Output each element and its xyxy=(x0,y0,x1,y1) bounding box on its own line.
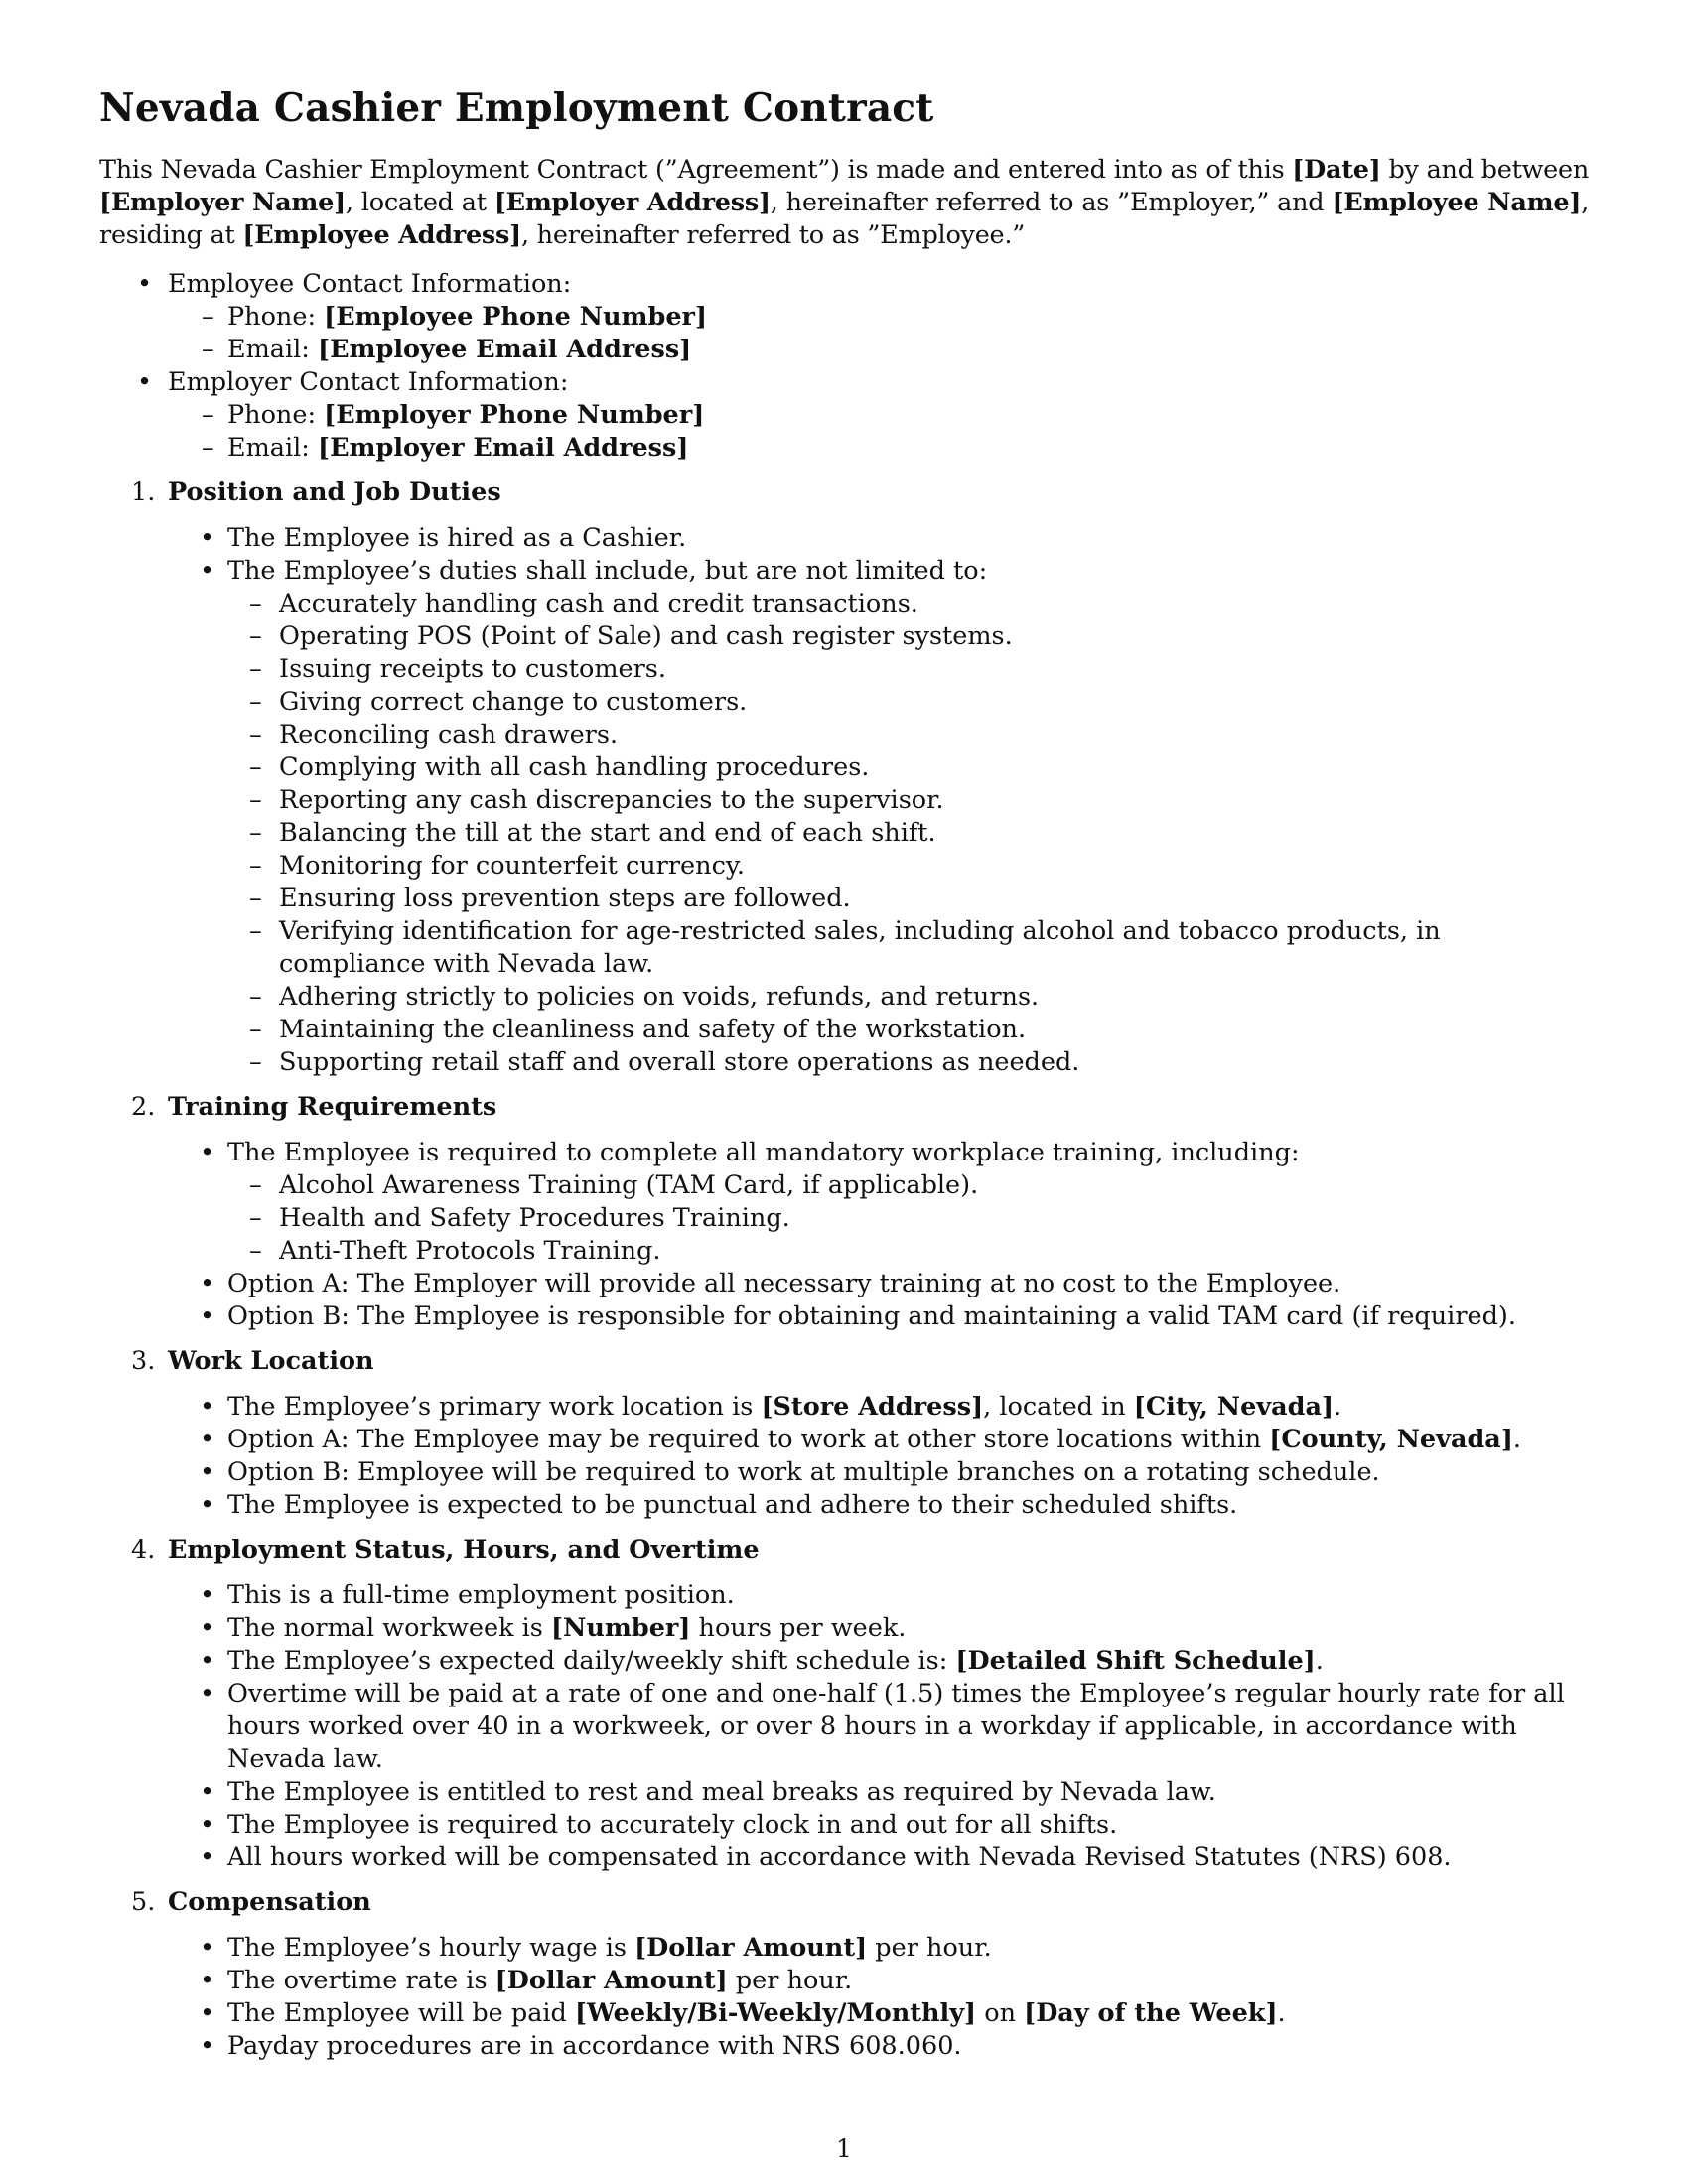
section-number: 2. xyxy=(131,1091,156,1122)
text-run: Alcohol Awareness Training (TAM Card, if applicable). xyxy=(279,1169,979,1200)
section-subitem xyxy=(227,817,1589,850)
placeholder-field: [Detailed Shift Schedule] xyxy=(955,1645,1316,1676)
placeholder-field: [Store Address] xyxy=(761,1391,984,1422)
placeholder-field: [Employee Email Address] xyxy=(318,334,692,364)
section-item xyxy=(168,1137,1589,1268)
text-run: The Employee is required to accurately clock in and out for all shifts. xyxy=(227,1809,1118,1840)
text-run: . xyxy=(1277,1997,1286,2028)
text-run: Reconciling cash drawers. xyxy=(279,719,619,750)
text-run: Overtime will be paid at a rate of one and one-half (1.5) times the Employee’s regular hourly rate for all hours worked over 40 in a workweek, or over 8 hours in a workday if applicable, in accordance with Nevada law. xyxy=(227,1678,1565,1774)
text-run: Monitoring for counterfeit currency. xyxy=(279,850,745,881)
section-heading xyxy=(131,1886,1589,1919)
text-run: Anti-Theft Protocols Training. xyxy=(279,1235,661,1266)
text-run: Maintaining the cleanliness and safety of the workstation. xyxy=(279,1014,1027,1044)
contact-detail xyxy=(168,432,1589,465)
section-subitem xyxy=(227,653,1589,686)
text-run: Reporting any cash discrepancies to the supervisor. xyxy=(279,784,944,815)
section-item xyxy=(168,1997,1589,2030)
section-subitem xyxy=(227,883,1589,915)
section-subitem xyxy=(227,686,1589,719)
section-item xyxy=(168,1842,1589,1874)
contact-label: Employee Contact Information: xyxy=(168,268,572,299)
section-subitem xyxy=(227,719,1589,751)
text-run: The Employee will be paid xyxy=(227,1997,575,2028)
section-title: Compensation xyxy=(168,1886,371,1917)
section-title: Training Requirements xyxy=(168,1091,497,1122)
text-run: The Employee’s hourly wage is xyxy=(227,1932,635,1963)
section-subitem xyxy=(227,1169,1589,1202)
section-3 xyxy=(99,1345,1589,1522)
placeholder-field: [Day of the Week] xyxy=(1024,1997,1278,2028)
section-item xyxy=(168,1489,1589,1522)
text-run: . xyxy=(1315,1645,1324,1676)
text-run: Option B: The Employee is responsible for obtaining and maintaining a valid TAM card (if required). xyxy=(227,1300,1516,1331)
text-run: Supporting retail staff and overall store operations as needed. xyxy=(279,1046,1080,1077)
text-run: The Employee is expected to be punctual and adhere to their scheduled shifts. xyxy=(227,1489,1238,1520)
section-title: Work Location xyxy=(168,1345,374,1376)
section-item xyxy=(168,1612,1589,1645)
placeholder-field: [Employer Name] xyxy=(99,187,346,217)
contract-sections xyxy=(99,477,1589,2063)
text-run: The Employee is hired as a Cashier. xyxy=(227,522,687,553)
section-item xyxy=(168,1776,1589,1809)
section-subitem xyxy=(227,1014,1589,1046)
section-title: Employment Status, Hours, and Overtime xyxy=(168,1534,760,1565)
document-title: Nevada Cashier Employment Contract xyxy=(99,85,934,131)
placeholder-field: [Dollar Amount] xyxy=(634,1932,868,1963)
text-run: Phone: xyxy=(227,399,325,430)
text-run: Option A: The Employer will provide all necessary training at no cost to the Employee. xyxy=(227,1268,1341,1298)
section-item xyxy=(168,1678,1589,1776)
text-run: Operating POS (Point of Sale) and cash register systems. xyxy=(279,620,1013,651)
text-run: Giving correct change to customers. xyxy=(279,686,748,717)
text-run: Health and Safety Procedures Training. xyxy=(279,1202,790,1233)
text-run: by and between xyxy=(1380,154,1589,185)
text-run: , located at xyxy=(345,187,494,217)
placeholder-field: [Employer Email Address] xyxy=(318,432,689,463)
placeholder-field: [Employee Address] xyxy=(242,219,521,250)
section-number: 3. xyxy=(131,1345,156,1376)
section-item xyxy=(168,1965,1589,1997)
section-subitem xyxy=(227,588,1589,620)
text-run: The Employee’s expected daily/weekly shift schedule is: xyxy=(227,1645,956,1676)
section-subitem xyxy=(227,620,1589,653)
section-number: 4. xyxy=(131,1534,156,1565)
text-run: The Employee’s primary work location is xyxy=(227,1391,762,1422)
text-run: Option B: Employee will be required to work at multiple branches on a rotating schedule. xyxy=(227,1456,1380,1487)
section-subitem xyxy=(227,751,1589,784)
text-run: The Employee is required to complete all mandatory workplace training, including: xyxy=(227,1137,1300,1167)
placeholder-field: [City, Nevada] xyxy=(1133,1391,1335,1422)
contact-detail xyxy=(168,301,1589,334)
section-item xyxy=(168,1268,1589,1300)
text-run: Accurately handling cash and credit transactions. xyxy=(279,588,918,618)
contact-information-list xyxy=(99,268,1589,465)
text-run: , hereinafter referred to as ”Employee.” xyxy=(520,219,1026,250)
section-item xyxy=(168,1809,1589,1842)
section-heading xyxy=(131,477,1589,509)
text-run: Payday procedures are in accordance with NRS 608.060. xyxy=(227,2030,962,2061)
contact-label: Employer Contact Information: xyxy=(168,366,569,397)
section-heading xyxy=(131,1345,1589,1378)
section-heading xyxy=(131,1091,1589,1124)
section-subitem xyxy=(227,784,1589,817)
section-item xyxy=(168,555,1589,1079)
placeholder-field: [Employer Phone Number] xyxy=(324,399,705,430)
contact-detail xyxy=(168,334,1589,366)
section-subitem xyxy=(227,981,1589,1014)
text-run: Email: xyxy=(227,432,319,463)
section-title: Position and Job Duties xyxy=(168,477,501,507)
section-item xyxy=(168,1456,1589,1489)
placeholder-field: [County, Nevada] xyxy=(1269,1424,1513,1454)
placeholder-field: [Employee Phone Number] xyxy=(324,301,708,332)
section-4 xyxy=(99,1534,1589,1874)
placeholder-field: [Weekly/Bi-Weekly/Monthly] xyxy=(574,1997,977,2028)
section-item xyxy=(168,522,1589,555)
placeholder-field: [Dollar Amount] xyxy=(494,1965,728,1995)
contact-block xyxy=(99,268,1589,366)
contact-detail xyxy=(168,399,1589,432)
text-run: . xyxy=(1334,1391,1342,1422)
document-page xyxy=(99,85,1589,2063)
section-item xyxy=(168,1391,1589,1424)
text-run: Complying with all cash handling procedures. xyxy=(279,751,870,782)
text-run: Option A: The Employee may be required to work at other store locations within xyxy=(227,1424,1270,1454)
text-run: All hours worked will be compensated in accordance with Nevada Revised Statutes (NRS) 608. xyxy=(227,1842,1452,1872)
text-run: Email: xyxy=(227,334,319,364)
text-run: Phone: xyxy=(227,301,325,332)
text-run: . xyxy=(1512,1424,1522,1454)
text-run: per hour. xyxy=(727,1965,853,1995)
text-run: , residing at xyxy=(99,187,1589,250)
section-heading xyxy=(131,1534,1589,1567)
text-run: hours per week. xyxy=(690,1612,907,1643)
section-number: 1. xyxy=(131,477,156,507)
section-item xyxy=(168,1932,1589,1965)
section-2 xyxy=(99,1091,1589,1333)
section-item xyxy=(168,2030,1589,2063)
section-number: 5. xyxy=(131,1886,156,1917)
contact-block xyxy=(99,366,1589,465)
text-run: The Employee is entitled to rest and meal breaks as required by Nevada law. xyxy=(227,1776,1216,1807)
section-item xyxy=(168,1579,1589,1612)
section-subitem xyxy=(227,1046,1589,1079)
text-run: The overtime rate is xyxy=(227,1965,495,1995)
section-1 xyxy=(99,477,1589,1079)
text-run: , hereinafter referred to as ”Employer,” and xyxy=(770,187,1333,217)
text-run: Adhering strictly to policies on voids, refunds, and returns. xyxy=(279,981,1040,1012)
section-item xyxy=(168,1645,1589,1678)
text-run: This Nevada Cashier Employment Contract (”Agreement”) is made and entered into as of this xyxy=(99,154,1293,185)
page-number: 1 xyxy=(836,2134,852,2163)
text-run: The Employee’s duties shall include, but are not limited to: xyxy=(227,555,988,586)
placeholder-field: [Number] xyxy=(550,1612,691,1643)
intro-paragraph xyxy=(99,154,1589,252)
section-subitem xyxy=(227,915,1589,981)
section-subitem xyxy=(227,1202,1589,1235)
text-run: The normal workweek is xyxy=(227,1612,551,1643)
section-item xyxy=(168,1424,1589,1456)
section-subitem xyxy=(227,850,1589,883)
placeholder-field: [Employee Name] xyxy=(1332,187,1582,217)
section-5 xyxy=(99,1886,1589,2063)
text-run: on xyxy=(976,1997,1025,2028)
text-run: Ensuring loss prevention steps are followed. xyxy=(279,883,851,913)
text-run: , located in xyxy=(983,1391,1134,1422)
text-run: Issuing receipts to customers. xyxy=(279,653,666,684)
placeholder-field: [Date] xyxy=(1292,154,1381,185)
section-item xyxy=(168,1300,1589,1333)
text-run: Balancing the till at the start and end of each shift. xyxy=(279,817,936,848)
text-run: Verifying identification for age-restricted sales, including alcohol and tobacco products, in compliance with Nevada law. xyxy=(279,915,1441,979)
text-run: per hour. xyxy=(867,1932,992,1963)
placeholder-field: [Employer Address] xyxy=(493,187,771,217)
section-subitem xyxy=(227,1235,1589,1268)
text-run: This is a full-time employment position. xyxy=(227,1579,735,1610)
